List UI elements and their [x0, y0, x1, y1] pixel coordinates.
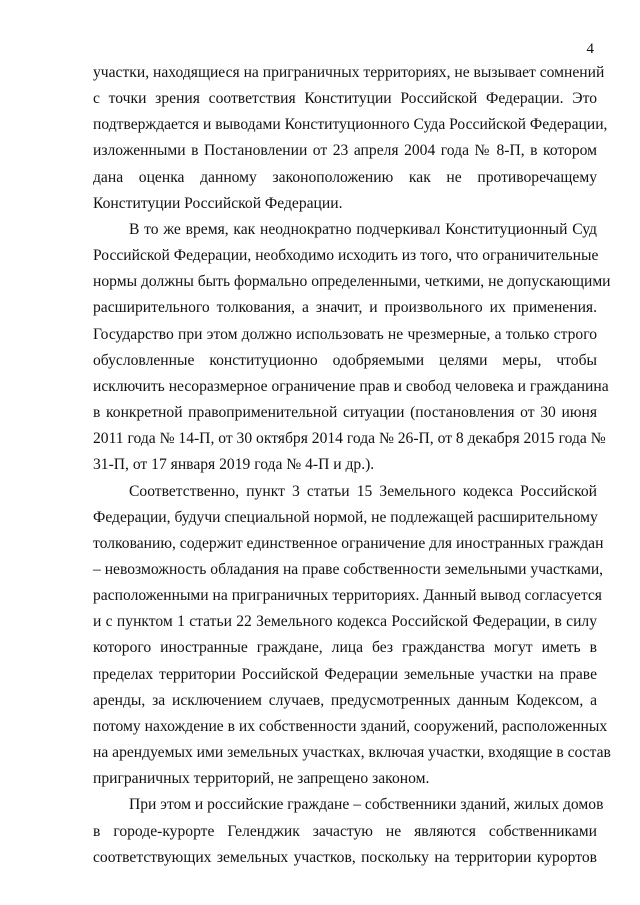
text-line: нормы должны быть формально определенными, четкими, не допускающими — [93, 273, 611, 291]
text-line: с точки зрения соответствия Конституции Российской Федерации. Это — [93, 90, 597, 108]
text-line: обусловленные конституционно одобряемыми целями меры, чтобы — [93, 351, 597, 369]
text-line: на арендуемых ими земельных участках, включая участки, входящие в состав — [93, 744, 611, 762]
text-line: приграничных территорий, не запрещено законом. — [93, 770, 430, 788]
text-line: пределах территории Российской Федерации земельные участки на праве — [93, 665, 597, 683]
text-line: Российской Федерации, необходимо исходить из того, что ограничительные — [93, 247, 599, 265]
text-line: 31-П, от 17 января 2019 года № 4-П и др.). — [93, 456, 375, 474]
text-line: в конкретной правоприменительной ситуации (постановления от 30 июня — [93, 404, 597, 422]
text-line: в городе-курорте Геленджик зачастую не являются собственниками — [93, 822, 597, 840]
paragraph — [93, 479, 611, 793]
body-text — [93, 60, 611, 871]
text-line: аренды, за исключением случаев, предусмотренных данным Кодексом, а — [93, 691, 597, 709]
paragraph — [93, 217, 611, 479]
text-line: дана оценка данному законоположению как не противоречащему — [93, 168, 597, 186]
text-line: В то же время, как неоднократно подчеркивал Конституционный Суд — [129, 220, 597, 238]
text-line: – невозможность обладания на праве собственности земельными участками, — [93, 560, 604, 578]
text-line: которого иностранные граждане, лица без гражданства могут иметь в — [93, 639, 597, 657]
text-line: расширительного толкования, а значит, и произвольного их применения. — [93, 299, 597, 317]
paragraph — [93, 792, 604, 870]
text-line: и с пунктом 1 статьи 22 Земельного кодекса Российской Федерации, в силу — [93, 613, 597, 631]
text-line: исключить несоразмерное ограничение прав и свобод человека и гражданина — [93, 377, 609, 395]
text-line: расположенными на приграничных территориях. Данный вывод согласуется — [93, 587, 602, 605]
text-line: потому нахождение в их собственности зданий, сооружений, расположенных — [93, 717, 608, 735]
text-line: изложенными в Постановлении от 23 апреля 2004 года № 8-П, в котором — [93, 142, 597, 160]
page-number: 4 — [586, 41, 594, 57]
text-line: толкованию, содержит единственное ограничение для иностранных граждан — [93, 534, 604, 552]
text-line: Федерации, будучи специальной нормой, не подлежащей расширительному — [93, 508, 598, 526]
text-line: При этом и российские граждане – собственники зданий, жилых домов — [129, 796, 604, 814]
paragraph — [93, 60, 608, 217]
text-line: соответствующих земельных участков, поскольку на территории курортов — [93, 848, 597, 866]
text-line: 2011 года № 14-П, от 30 октября 2014 года № 26-П, от 8 декабря 2015 года № — [93, 430, 606, 448]
text-line: Государство при этом должно использовать не чрезмерные, а только строго — [93, 325, 597, 343]
text-line: участки, находящиеся на приграничных территориях, не вызывает сомнений — [93, 64, 605, 81]
text-line: Конституции Российской Федерации. — [93, 194, 343, 212]
text-line: Соответственно, пункт 3 статьи 15 Земельного кодекса Российской — [129, 482, 597, 500]
text-line: подтверждается и выводами Конституционного Суда Российской Федерации, — [93, 116, 608, 134]
